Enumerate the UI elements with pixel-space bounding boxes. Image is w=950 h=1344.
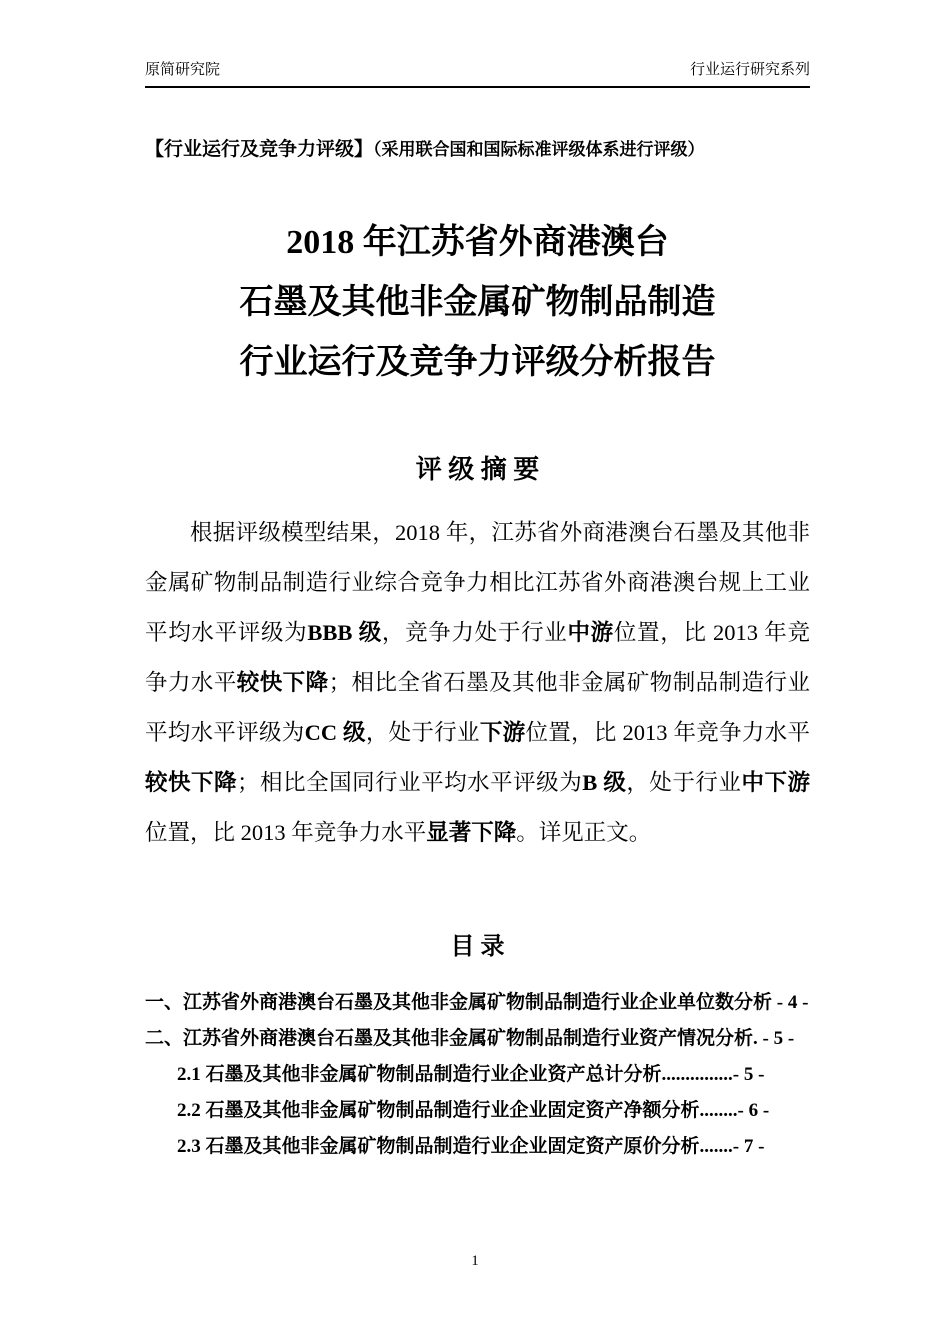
header-left-text: 原简研究院 xyxy=(145,62,221,78)
page-number: 1 xyxy=(471,1253,479,1269)
rating-value-cc: CC 级 xyxy=(304,720,366,745)
header-right-text: 行业运行研究系列 xyxy=(689,62,810,78)
toc-item-2-2: 2.2 石墨及其他非金属矿物制品制造行业企业固定资产净额分析........- 6 - xyxy=(177,1100,770,1121)
summary-paragraph xyxy=(145,508,810,858)
toc-item-2-3: 2.3 石墨及其他非金属矿物制品制造行业企业固定资产原价分析.......- 7 - xyxy=(177,1136,765,1157)
report-title-line-1: 2018 年江苏省外商港澳台 xyxy=(286,224,669,261)
text-run: ；相比全省石墨及其他非金属矿物制品制造行业平均水平评级为 xyxy=(145,670,810,745)
text-run: 位置，比 2013 年竞争力水平 xyxy=(145,620,810,695)
toc-item-1: 一、江苏省外商港澳台石墨及其他非金属矿物制品制造行业企业单位数分析 - 4 - xyxy=(145,992,809,1013)
text-run: ，处于行业 xyxy=(365,720,480,745)
summary-heading: 评 级 摘 要 xyxy=(415,455,540,484)
trend-fast-decline-2: 较快下降 xyxy=(145,770,238,795)
trend-fast-decline-1: 较快下降 xyxy=(236,670,329,695)
report-title xyxy=(145,213,810,393)
page-header xyxy=(145,58,810,88)
text-run: 位置，比 2013 年竞争力水平 xyxy=(145,820,427,845)
trend-sharp-decline: 显著下降 xyxy=(426,820,517,845)
toc-item-2-1: 2.1 石墨及其他非金属矿物制品制造行业企业资产总计分析...............- 5 - xyxy=(177,1064,765,1085)
text-run: ，处于行业 xyxy=(626,770,742,795)
text-run: ；相比全国同行业平均水平评级为 xyxy=(237,770,583,795)
rating-subtitle-tag: 【行业运行及竞争力评级】 xyxy=(145,139,374,160)
position-mid-low: 中下游 xyxy=(741,770,810,795)
report-title-line-2: 石墨及其他非金属矿物制品制造 xyxy=(239,284,716,321)
rating-value-bbb: BBB 级 xyxy=(307,620,382,645)
rating-subtitle xyxy=(145,134,810,161)
toc-list xyxy=(145,985,810,1165)
rating-subtitle-note: （采用联合国和国际标准评级体系进行评级） xyxy=(373,140,705,159)
text-run: ，竞争力处于行业 xyxy=(381,620,568,645)
toc-item-2: 二、江苏省外商港澳台石墨及其他非金属矿物制品制造行业资产情况分析. - 5 - xyxy=(145,1028,795,1049)
position-low: 下游 xyxy=(479,720,526,745)
report-title-line-3: 行业运行及竞争力评级分析报告 xyxy=(239,344,716,381)
toc-heading: 目 录 xyxy=(450,934,505,960)
position-mid: 中游 xyxy=(567,620,614,645)
text-run: 位置，比 2013 年竞争力水平 xyxy=(525,720,810,745)
text-run: 。详见正文。 xyxy=(516,820,652,845)
text-run: 根据评级模型结果，2018 年，江苏省外商港澳台石墨及其他非金属矿物制品制造行业综合竞争力相比江苏省外商港澳台规上工业平均水平评级为 xyxy=(145,520,810,645)
rating-value-b: B 级 xyxy=(582,770,627,795)
